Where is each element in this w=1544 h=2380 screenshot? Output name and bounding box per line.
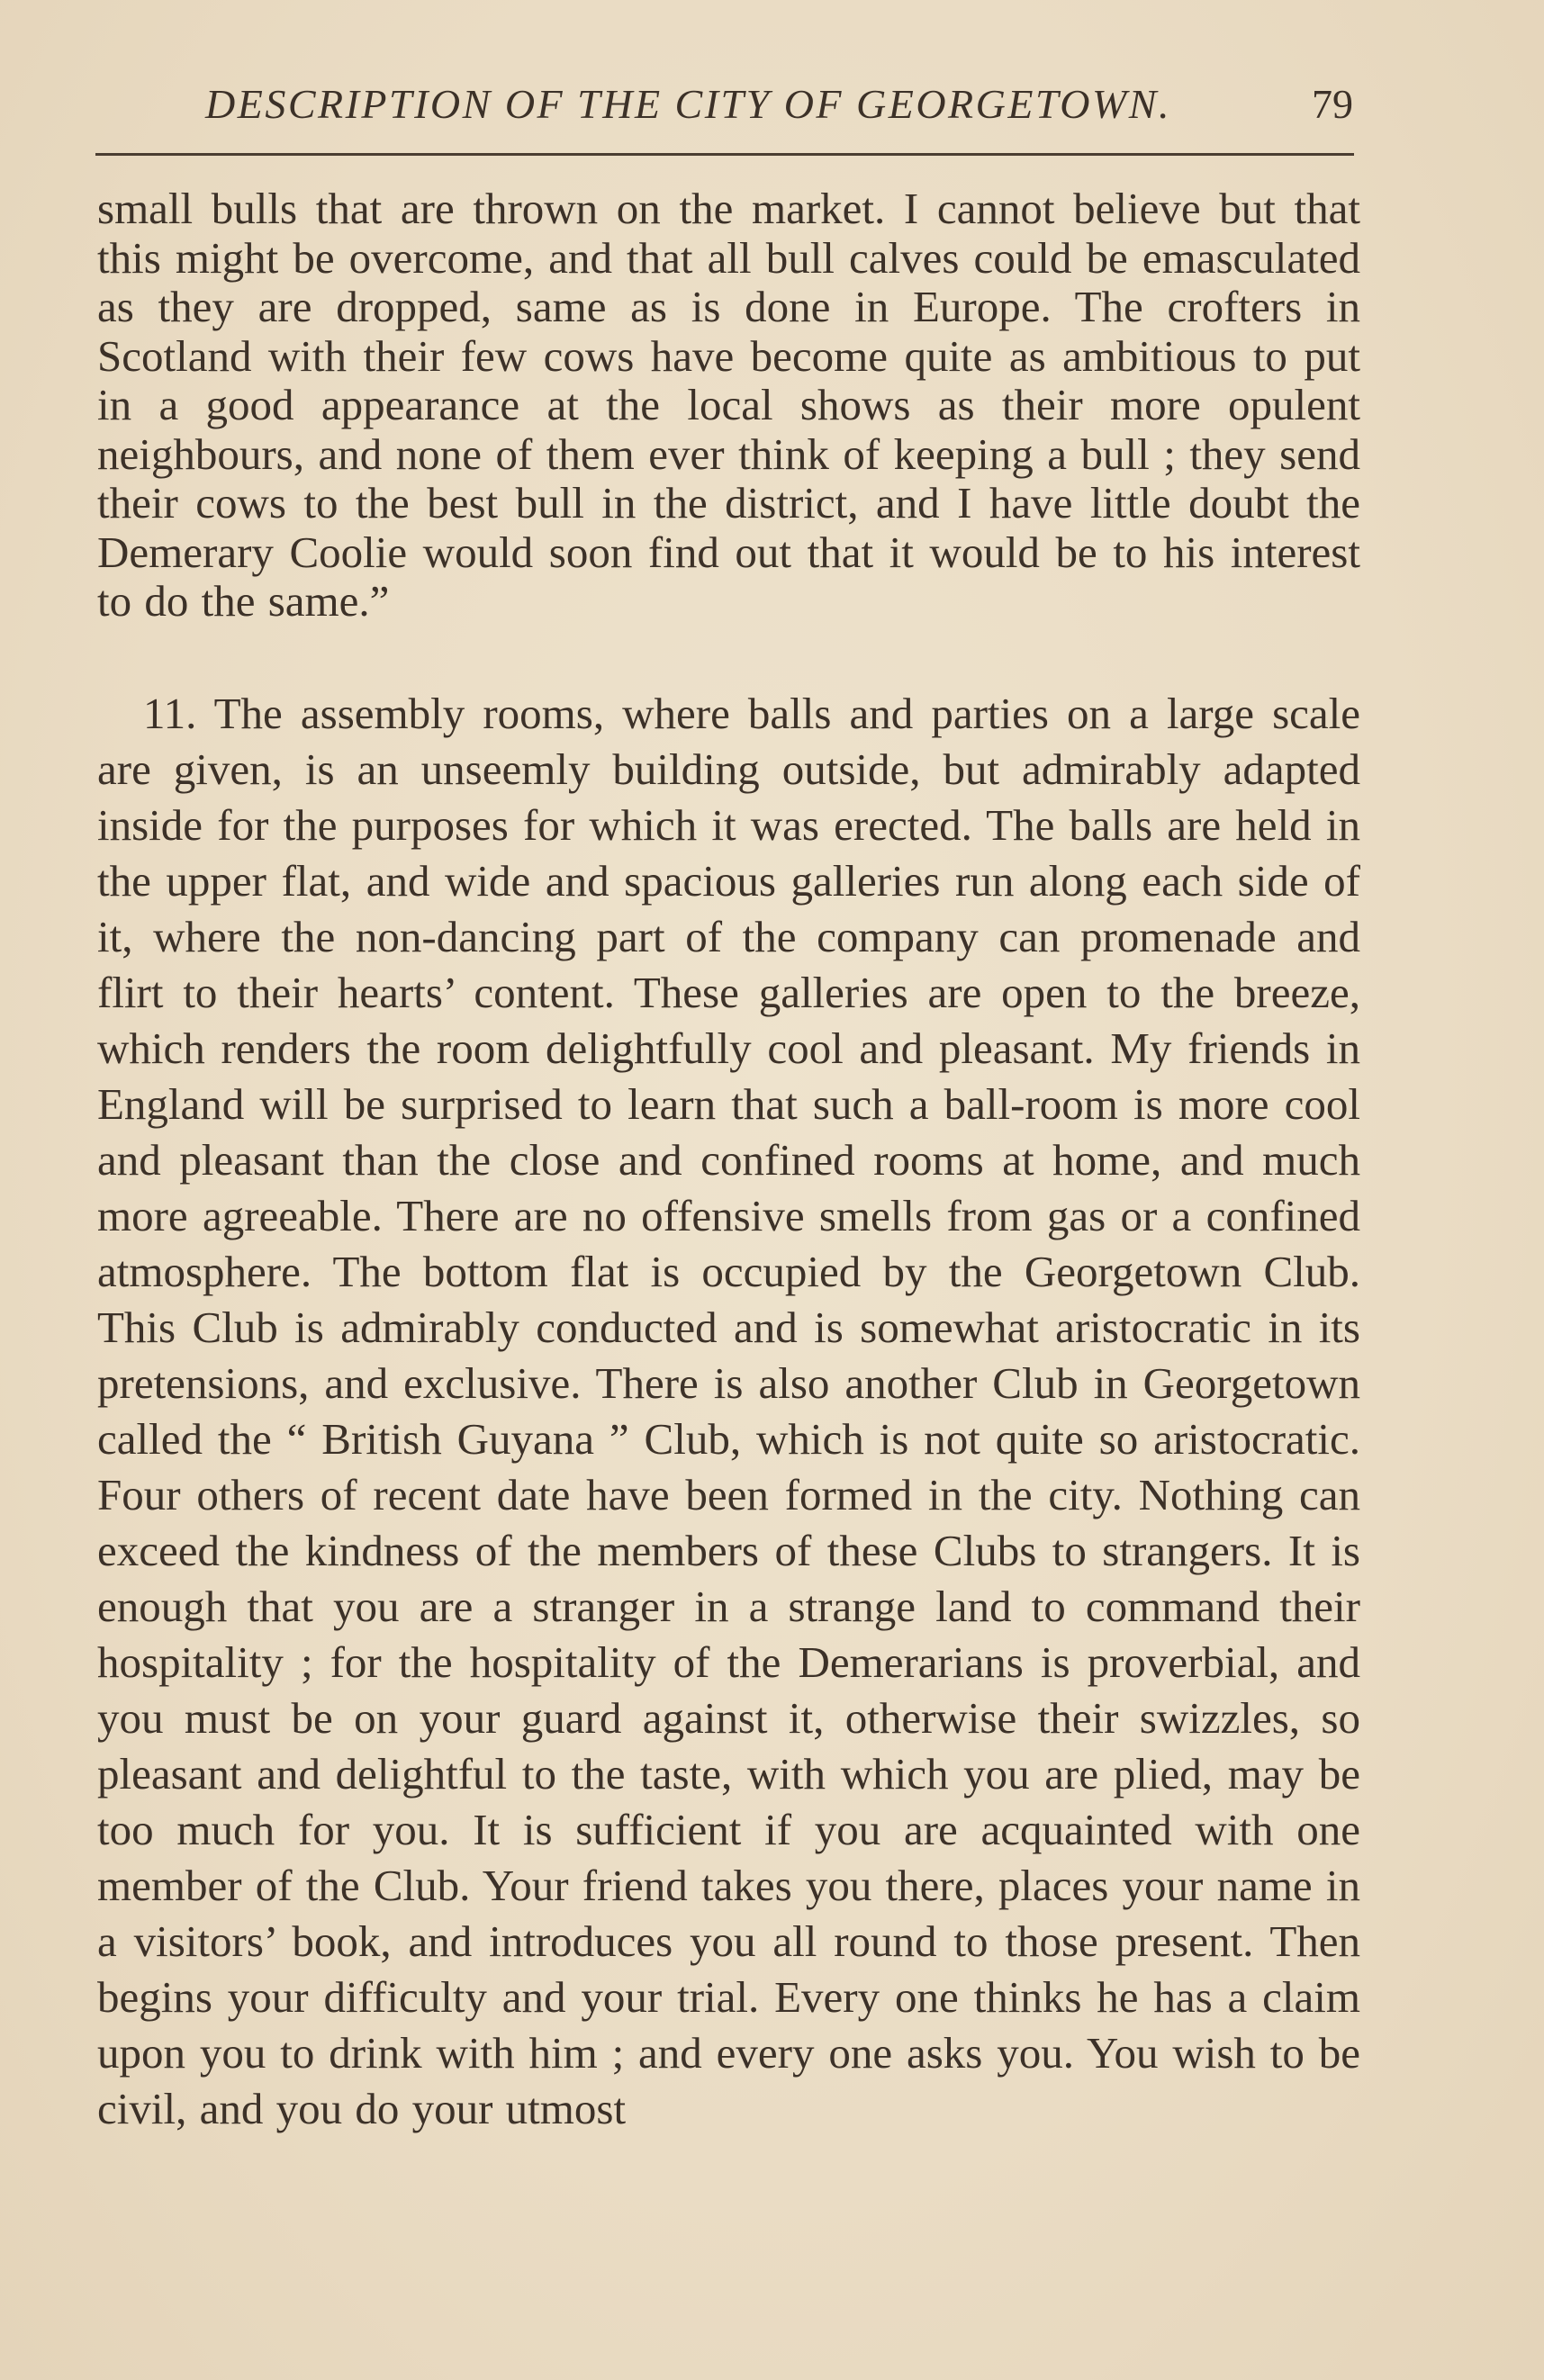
page-number: 79 <box>1312 81 1353 127</box>
paragraph-2: 11. The assembly rooms, where balls and parties on a large scale are given, is an unseemly building outside, but admirably adapted inside for the purposes for which it was erected. The balls are held in the upper flat, and wide and spacious galleries run along each side of it, where the non-dancing part of the company can promenade and flirt to their hearts’ content. These galleries are open to the breeze, which renders the room delightfully cool and pleasant. My friends in England will be surprised to learn that such a ball-room is more cool and pleasant than the close and confined rooms at home, and much more agreeable. There are no offensive smells from gas or a confined atmosphere. The bottom flat is occupied by the Georgetown Club. This Club is admirably conducted and is somewhat aristocratic in its pretensions, and exclusive. There is also another Club in Georgetown called the “ British Guyana ” Club, which is not quite so aristocratic. Four others of recent date have been formed in the city. Nothing can exceed the kindness of the members of these Clubs to strangers. It is enough that you are a stranger in a strange land to command their hospitality ; for the hospitality of the Demerarians is proverbial, and you must be on your guard against it, otherwise their swizzles, so pleasant and delightful to the taste, with which you are plied, may be too much for you. It is sufficient if you are acquainted with one member of the Club. Your friend takes you there, places your name in a visitors’ book, and introduces you all round to those present. Then begins your difficulty and your trial. Every one thinks he has a claim upon you to drink with him ; and every one asks you. You wish to be civil, and you do your utmost <box>97 689 1360 2133</box>
running-title: DESCRIPTION OF THE CITY OF GEORGETOWN. <box>205 81 1171 127</box>
header-rule <box>95 153 1354 156</box>
paragraph-1: small bulls that are thrown on the market. I cannot believe but that this might be overcome, and that all bull calves could be emasculated as they are dropped, same as is done in Europe. The crofters in Scotland with their few cows have become quite as ambitious to put in a good appearance at the local shows as their more opulent neighbours, and none of them ever think of keeping a bull ; they send their cows to the best bull in the district, and I have little doubt the Demerary Coolie would soon find out that it would be to his interest to do the same.” <box>97 184 1360 626</box>
running-head <box>97 77 1353 131</box>
